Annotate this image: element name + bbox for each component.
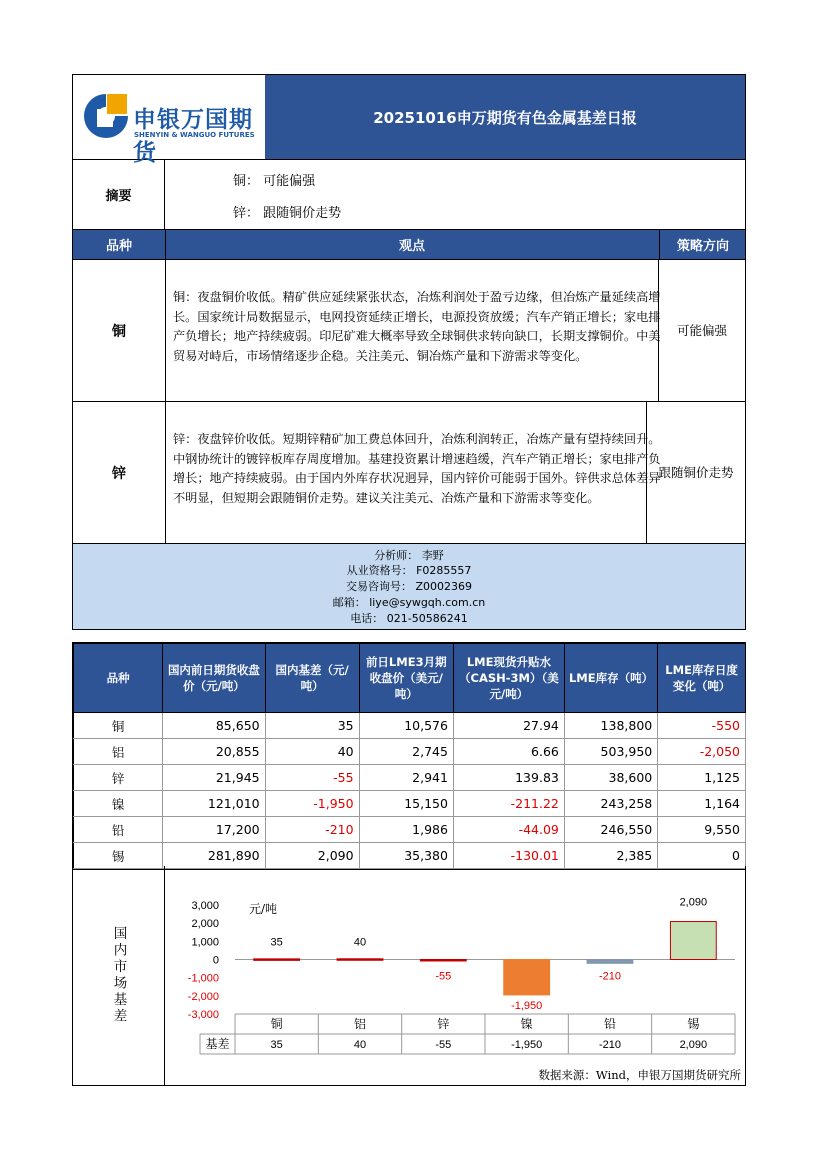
- cell-change: -550: [658, 713, 746, 739]
- category-label: 铅: [603, 1017, 617, 1031]
- cell-spread: 27.94: [453, 713, 564, 739]
- cell-lme: 15,150: [359, 791, 453, 817]
- cell-lme: 1,986: [359, 817, 453, 843]
- chart-side-label: [73, 866, 165, 1085]
- cell-spread: 6.66: [453, 739, 564, 765]
- category-label: 镍: [520, 1017, 533, 1031]
- summary-label: 摘要: [73, 160, 165, 229]
- col-variety: 品种: [73, 230, 166, 259]
- table-header-row: [74, 644, 746, 713]
- cell-basis: -55: [265, 765, 359, 791]
- cell-change: 1,125: [658, 765, 746, 791]
- view-strategy: 可能偏强: [658, 260, 745, 401]
- dtable-value: 35: [270, 1039, 283, 1051]
- bar-锌: [420, 960, 466, 962]
- dtable-series-name: 基差: [205, 1037, 230, 1051]
- row-variety: 铝: [74, 739, 163, 765]
- y-tick-label: 0: [212, 954, 219, 967]
- report-header: [72, 74, 746, 166]
- data-label: 35: [270, 936, 283, 949]
- view-text: 锌：夜盘锌价收低。短期锌精矿加工费总体回升，冶炼利润转正，冶炼产量有望持续回升。中钢协统计的镀锌板库存周度增加。基建投资累计增速趋缓，汽车产销正增长；家电排产负增长；地产持续疲弱。由于国内外库存状况迥异，国内锌价可能弱于国外。锌供求总体差异不明显，但短期会跟随铜价走势。建议关注美元、冶炼产量和下游需求等变化。: [173, 432, 661, 505]
- row-variety: 锡: [74, 843, 163, 869]
- cell-spread: 139.83: [453, 765, 564, 791]
- data-source: 数据来源：Wind，申银万国期货研究所: [538, 1068, 741, 1082]
- y-tick-label: 1,000: [191, 936, 219, 949]
- cell-lme: 2,745: [359, 739, 453, 765]
- category-label: 铜: [270, 1017, 283, 1031]
- cell-price: 17,200: [163, 817, 265, 843]
- table-row: [74, 791, 746, 817]
- row-variety: 锌: [74, 765, 163, 791]
- cell-stock: 2,385: [564, 843, 657, 869]
- table-row: [74, 843, 746, 869]
- basis-data-table: [72, 642, 746, 870]
- report-title: 20251016申万期货有色金属基差日报: [265, 75, 745, 159]
- data-label: 2,090: [679, 896, 708, 909]
- bar-铜: [254, 959, 300, 961]
- cell-lme: 10,576: [359, 713, 453, 739]
- table-row: [74, 739, 746, 765]
- y-tick-label: -2,000: [187, 990, 219, 1003]
- view-strategy: 跟随铜价走势: [646, 402, 745, 543]
- th-lme-price: 前日LME3月期收盘价（美元/吨）: [359, 644, 453, 713]
- cell-price: 85,650: [163, 713, 265, 739]
- view-table-header: [72, 230, 746, 260]
- col-view: 观点: [398, 239, 425, 254]
- analyst-license: 从业资格号： F0285557: [346, 564, 472, 577]
- summary-line-zinc: 锌： 跟随铜价走势: [233, 206, 342, 221]
- dtable-value: 40: [353, 1039, 367, 1051]
- analyst-advisory: 交易咨询号： Z0002369: [345, 580, 473, 593]
- view-variety: 铜: [73, 260, 166, 401]
- analyst-name: 分析师： 李野: [374, 549, 444, 562]
- analyst-email: 邮箱： liye@sywgqh.com.cn: [332, 596, 486, 609]
- category-label: 铝: [353, 1017, 367, 1031]
- data-label: 40: [353, 936, 367, 949]
- cell-change: -2,050: [658, 739, 746, 765]
- cell-stock: 38,600: [564, 765, 657, 791]
- cell-basis: -1,950: [265, 791, 359, 817]
- th-domestic-basis: 国内基差（元/吨）: [265, 644, 359, 713]
- bar-镍: [504, 960, 550, 995]
- y-tick-label: 2,000: [191, 918, 219, 931]
- summary-section: [72, 160, 746, 230]
- cell-basis: -210: [265, 817, 359, 843]
- bar-铝: [337, 959, 383, 961]
- logo-text-cn: 申银万国期货: [133, 107, 253, 166]
- th-lme-stock-change: LME库存日度变化（吨）: [658, 644, 746, 713]
- row-variety: 铅: [74, 817, 163, 843]
- cell-price: 21,945: [163, 765, 265, 791]
- analyst-info: [72, 544, 746, 630]
- cell-spread: -211.22: [453, 791, 564, 817]
- logo-text-en: SHENYIN & WANGUO FUTURES: [134, 131, 255, 139]
- data-label: -55: [435, 970, 452, 983]
- view-text: 铜：夜盘铜价收低。精矿供应延续紧张状态，冶炼利润处于盈亏边缘，但冶炼产量延续高增长。国家统计局数据显示，电网投资延续正增长，电源投资放缓；汽车产销正增长；家电排产负增长；地产持续疲弱。印尼矿难大概率导致全球铜供求转向缺口，长期支撑铜价。中美贸易对峙后，市场情绪逐步企稳。关注美元、铜冶炼产量和下游需求等变化。: [173, 290, 661, 363]
- th-lme-stock: LME库存（吨）: [564, 644, 657, 713]
- th-lme-spread: LME现货升贴水（CASH-3M）（美元/吨）: [453, 644, 564, 713]
- summary-line-copper: 铜： 可能偏强: [233, 174, 316, 189]
- dtable-value: -55: [435, 1039, 452, 1051]
- th-variety: 品种: [74, 644, 163, 713]
- cell-stock: 503,950: [564, 739, 657, 765]
- y-tick-label: -3,000: [187, 1009, 219, 1021]
- cell-price: 20,855: [163, 739, 265, 765]
- row-variety: 镍: [74, 791, 163, 817]
- cell-price: 121,010: [163, 791, 265, 817]
- y-unit-label: 元/吨: [249, 902, 278, 916]
- company-logo: [73, 75, 265, 166]
- cell-stock: 243,258: [564, 791, 657, 817]
- th-domestic-price: 国内前日期货收盘价（元/吨）: [163, 644, 265, 713]
- y-tick-label: 3,000: [191, 900, 219, 912]
- view-variety: 锌: [73, 402, 166, 543]
- chart-side-label-text: 国内市场基差: [110, 926, 127, 1025]
- view-row-copper: [72, 260, 746, 402]
- cell-stock: 246,550: [564, 817, 657, 843]
- bar-铅: [587, 960, 633, 964]
- cell-price: 281,890: [163, 843, 265, 869]
- cell-spread: -44.09: [453, 817, 564, 843]
- dtable-value: -1,950: [511, 1039, 543, 1051]
- basis-bar-chart: [165, 866, 745, 1085]
- cell-lme: 35,380: [359, 843, 453, 869]
- y-tick-label: -1,000: [187, 972, 219, 985]
- data-label: -210: [598, 970, 622, 983]
- dtable-value: 2,090: [679, 1039, 708, 1051]
- analyst-phone: 电话： 021-50586241: [350, 612, 468, 625]
- basis-chart-section: [72, 866, 746, 1086]
- cell-stock: 138,800: [564, 713, 657, 739]
- cell-basis: 35: [265, 713, 359, 739]
- col-strategy: 策略方向: [659, 230, 746, 259]
- logo-mark-icon: [81, 91, 131, 141]
- category-label: 锌: [437, 1017, 450, 1031]
- cell-basis: 40: [265, 739, 359, 765]
- view-row-zinc: [72, 402, 746, 544]
- table-row: [74, 765, 746, 791]
- cell-change: 9,550: [658, 817, 746, 843]
- category-label: 锡: [687, 1017, 700, 1031]
- cell-spread: -130.01: [453, 843, 564, 869]
- cell-change: 1,164: [658, 791, 746, 817]
- table-row: [74, 713, 746, 739]
- table-row: [74, 817, 746, 843]
- dtable-value: -210: [598, 1039, 622, 1051]
- cell-lme: 2,941: [359, 765, 453, 791]
- cell-basis: 2,090: [265, 843, 359, 869]
- row-variety: 铜: [74, 713, 163, 739]
- bar-锡: [670, 922, 716, 960]
- data-label: -1,950: [511, 999, 543, 1012]
- cell-change: 0: [658, 843, 746, 869]
